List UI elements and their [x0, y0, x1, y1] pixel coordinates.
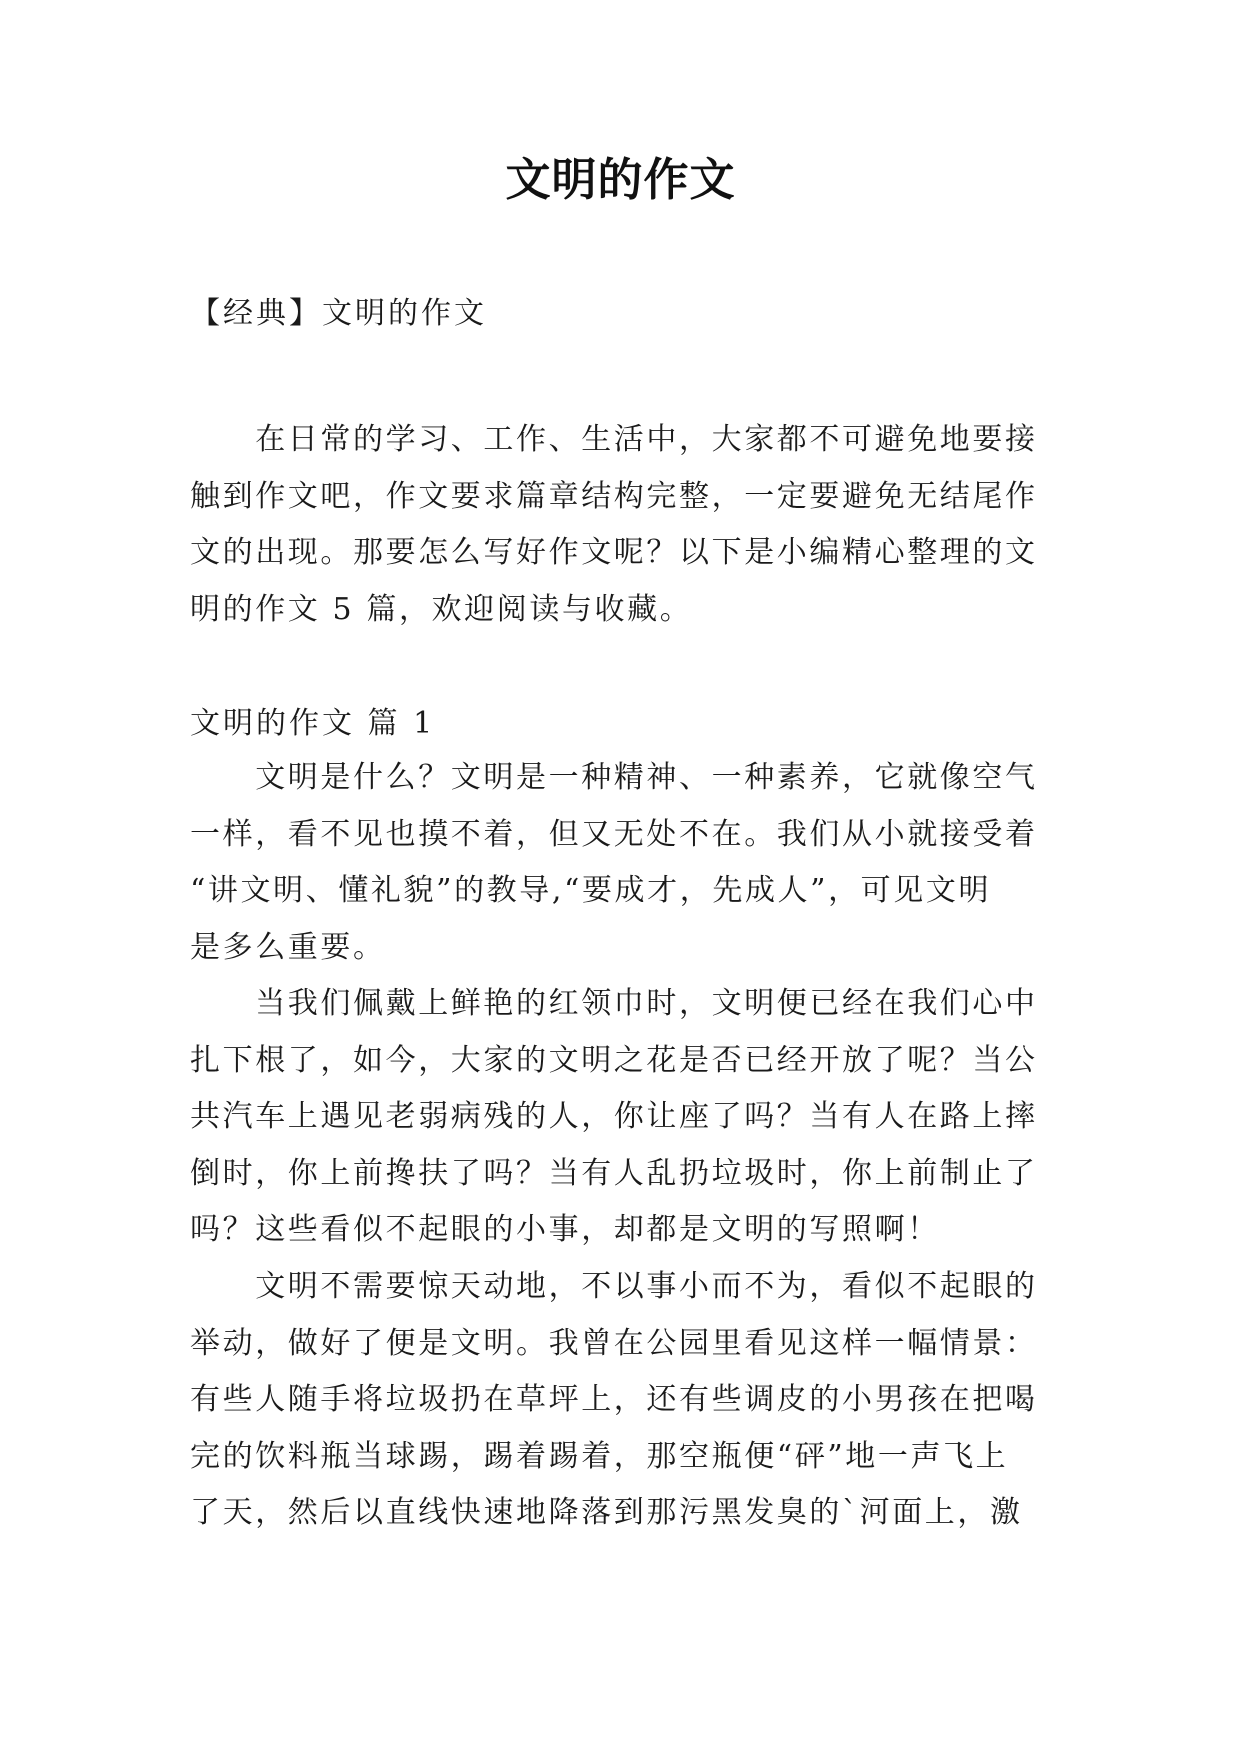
paragraph-line: 共汽车上遇见老弱病残的人，你让座了吗？当有人在路上摔	[190, 1099, 1038, 1134]
paragraph-line: 举动，做好了便是文明。我曾在公园里看见这样一幅情景：	[190, 1325, 1038, 1361]
intro-line: 文的出现。那要怎么写好作文呢？以下是小编精心整理的文	[190, 535, 1038, 570]
paragraph-line: 是多么重要。	[190, 929, 386, 965]
intro-line: 触到作文吧，作文要求篇章结构完整，一定要避免无结尾作	[190, 478, 1038, 514]
paragraph-line: 当我们佩戴上鲜艳的红领巾时，文明便已经在我们心中	[190, 986, 1038, 1021]
paragraph-line: 吗？这些看似不起眼的小事，却都是文明的写照啊！	[190, 1212, 940, 1247]
paragraph-line: 文明不需要惊天动地，不以事小而不为，看似不起眼的	[190, 1269, 1038, 1304]
document-subtitle: 【经典】文明的作文	[190, 296, 487, 331]
paragraph-line: 一样，看不见也摸不着，但又无处不在。我们从小就接受着	[190, 816, 1038, 852]
paragraph-1	[190, 750, 1060, 976]
paragraph-line: 倒时，你上前搀扶了吗？当有人乱扔垃圾时，你上前制止了	[190, 1155, 1038, 1191]
intro-paragraph	[190, 412, 1060, 638]
paragraph-line: 有些人随手将垃圾扔在草坪上，还有些调皮的小男孩在把喝	[190, 1382, 1038, 1417]
paragraph-line: 完的饮料瓶当球踢，踢着踢着，那空瓶便“砰”地一声飞上	[190, 1438, 1009, 1474]
paragraph-3	[190, 1259, 1060, 1542]
paragraph-2	[190, 976, 1060, 1259]
paragraph-line: 扎下根了，如今，大家的文明之花是否已经开放了呢？当公	[190, 1042, 1038, 1078]
document-title: 文明的作文	[505, 153, 736, 206]
intro-line: 明的作文 5 篇，欢迎阅读与收藏。	[190, 591, 693, 627]
paragraph-line: 文明是什么？文明是一种精神、一种素养，它就像空气	[190, 760, 1038, 795]
paragraph-line: 了天，然后以直线快速地降落到那污黑发臭的`河面上，激	[190, 1495, 1023, 1530]
section-heading: 文明的作文 篇 1	[190, 706, 436, 741]
intro-line: 在日常的学习、工作、生活中，大家都不可避免地要接	[190, 422, 1038, 457]
paragraph-line: “讲文明、懂礼貌”的教导,“要成才，先成人”，可见文明	[190, 873, 992, 908]
